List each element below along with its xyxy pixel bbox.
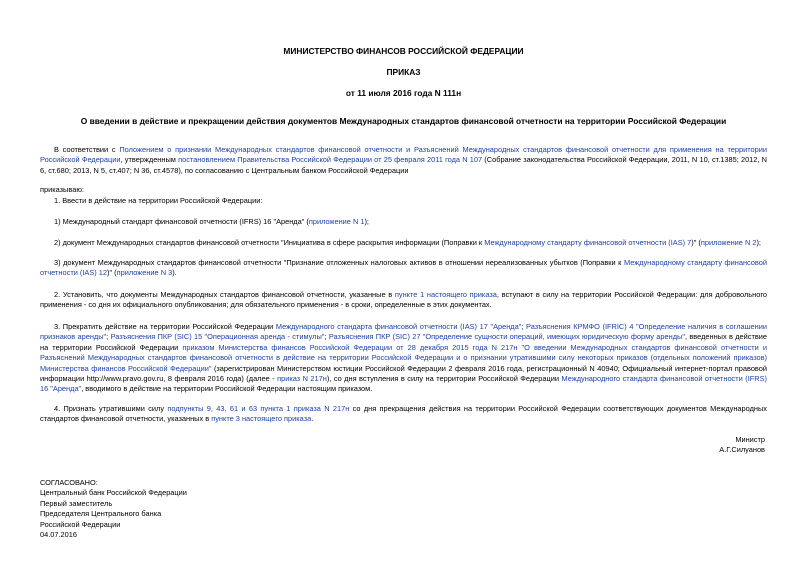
signer-name: А.Г.Силуанов [719,445,765,455]
item-text: 2. Установить, что документы Международных стандартов финансовой отчетности, указанные в [54,290,395,299]
item-text: ; [521,322,527,331]
item-text: , введенных в действие на территории Российской Федерации [40,332,768,352]
item-4 [40,404,767,425]
document-title: О введении в действие и прекращении действия документов Международных стандартов финансовой отчетности на территории Российской Федерации [80,116,727,126]
subitem-text: 2) документ Международных стандартов финансовой отчетности "Инициатива в сфере раскрытия информации (Поправки к [54,238,485,247]
item-text: (зарегистрирован Министерством юстиции Российской Федерации 2 февраля 2016 года, регистрационный N 40940; Официальный интернет-портал правовой информации http://www.pravo.gov.ru, 8 февраля 2016 года) (далее - [40,363,768,384]
item-text: , вступают в силу на территории Российской Федерации: для добровольного применения - со дня их официального опубликования; для обязательного применения - в сроки, определенные в этих документах. [40,290,767,310]
item-1-reference-link[interactable]: пункте 1 настоящего приказа [394,290,497,299]
item-text: 3. Прекратить действие на территории Российской Федерации [54,322,276,331]
sic15-link[interactable]: Разъяснения ПКР (SIC) 15 "Операционная аренда - стимулы" [110,332,325,342]
subitem-1-2 [40,238,767,248]
agreement-line: Первый заместитель [40,498,113,508]
item-text: 4. Признать утратившими силу [54,404,168,413]
ministry-heading: МИНИСТЕРСТВО ФИНАНСОВ РОССИЙСКОЙ ФЕДЕРАЦИИ [283,46,524,56]
item-text: ), со дня вступления в силу на территории Российской Федерации [326,374,562,384]
item-text: . [311,414,314,424]
agreement-date: 04.07.2016 [40,529,77,539]
ifrs16-link[interactable]: Международного стандарта финансовой отчетности (IFRS) 16 "Аренда" [40,374,767,394]
signature-block [719,435,765,456]
order-217n-link[interactable]: приказом Министерства финансов Российской Федерации от 28 декабря 2015 года N 217н "О введении Международных стандартов финансовой отчетности и Разъяснений Международных стандартов финансовой отчетности в действие на территории Российской Федерации и о признании утратившими силу некоторых приказов (отдельных положений приказов) Министерства финансов Российской Федерации" [40,342,767,373]
subitem-text: ); [364,217,369,226]
subitem-text: 1) Международный стандарт финансовой отчетности (IFRS) 16 "Аренда" ( [54,217,309,226]
subitem-1-1 [40,217,767,227]
appendix-3-link[interactable]: приложение N 3 [116,268,173,278]
item-text: со дня прекращения действия на территории Российской Федерации соответствующих документов Международных стандартов финансовой отчетности, указанных в [40,404,767,424]
item-text: ; [324,332,329,342]
intro-text: В соответствии с [54,145,120,154]
agreement-heading: СОГЛАСОВАНО: [40,478,98,487]
item-text: , вводимого в действие на территории Российской Федерации настоящим приказом. [81,384,373,394]
intro-text: , утвержденным [120,155,179,165]
ias12-link[interactable]: Международному стандарту финансовой отчетности (IAS) 12 [40,258,767,278]
sic27-link[interactable]: Разъяснения ПКР (SIC) 27 "Определение сущности операций, имеющих юридическую форму аренды" [328,332,685,342]
item-1: 1. Ввести в действие на территории Российской Федерации: [54,196,263,205]
ifric4-link[interactable]: Разъяснения КРМФО (IFRIC) 4 "Определение наличия в соглашении признаков аренды" [40,322,767,342]
item-3-reference-link[interactable]: пункте 3 настоящего приказа [211,414,312,424]
doc-type-heading: ПРИКАЗ [386,67,421,77]
appendix-2-link[interactable]: приложение N 2 [700,238,757,247]
subitem-text: 3) документ Международных стандартов финансовой отчетности "Признание отложенных налоговых активов в отношении нереализованных убытков (Поправки к [54,258,624,267]
government-decree-link[interactable]: постановлением Правительства Российской Федерации от 25 февраля 2011 года N 107 [178,155,483,165]
subpoints-link[interactable]: подпункты 9, 43, 61 и 63 пункта 1 приказа N 217н [167,404,350,413]
agreement-line: Центральный банк Российской Федерации [40,488,187,498]
orders-line: приказываю: [40,185,84,194]
subitem-1-3 [40,258,767,279]
date-number-heading: от 11 июля 2016 года N 111н [345,88,462,98]
subitem-text: )" ( [691,238,701,247]
signer-role: Министр [735,435,765,444]
item-text: ; [106,332,111,342]
agreement-line: Председателя Центрального банка [40,509,162,519]
subitem-text: ); [756,238,761,247]
agreement-block [40,478,187,540]
appendix-1-link[interactable]: приложение N 1 [308,217,365,226]
subitem-text: ). [172,268,177,278]
agreement-line: Российской Федерации [40,519,121,529]
item-2 [40,290,767,311]
intro-paragraph [40,145,767,176]
regulation-link[interactable]: Положением о признании Международных стандартов финансовой отчетности и Разъяснений Международных стандартов финансовой отчетности для применения на территории Российской Федерации [40,145,767,165]
ias7-link[interactable]: Международному стандарту финансовой отчетности (IAS) 7 [484,238,692,247]
ias17-link[interactable]: Международного стандарта финансовой отчетности (IAS) 17 "Аренда" [275,322,522,331]
order-217n-short-link[interactable]: приказ N 217н [277,374,327,384]
subitem-text: )" ( [107,268,117,278]
item-3 [40,322,767,395]
intro-text: (Собрание законодательства Российской Федерации, 2011, N 10, ст.1385; 2012, N 6, ст.680; 2013, N 5, ст.407; N 36, ст.4578), по согласованию с Центральным банком Российской Федерации [40,155,767,175]
